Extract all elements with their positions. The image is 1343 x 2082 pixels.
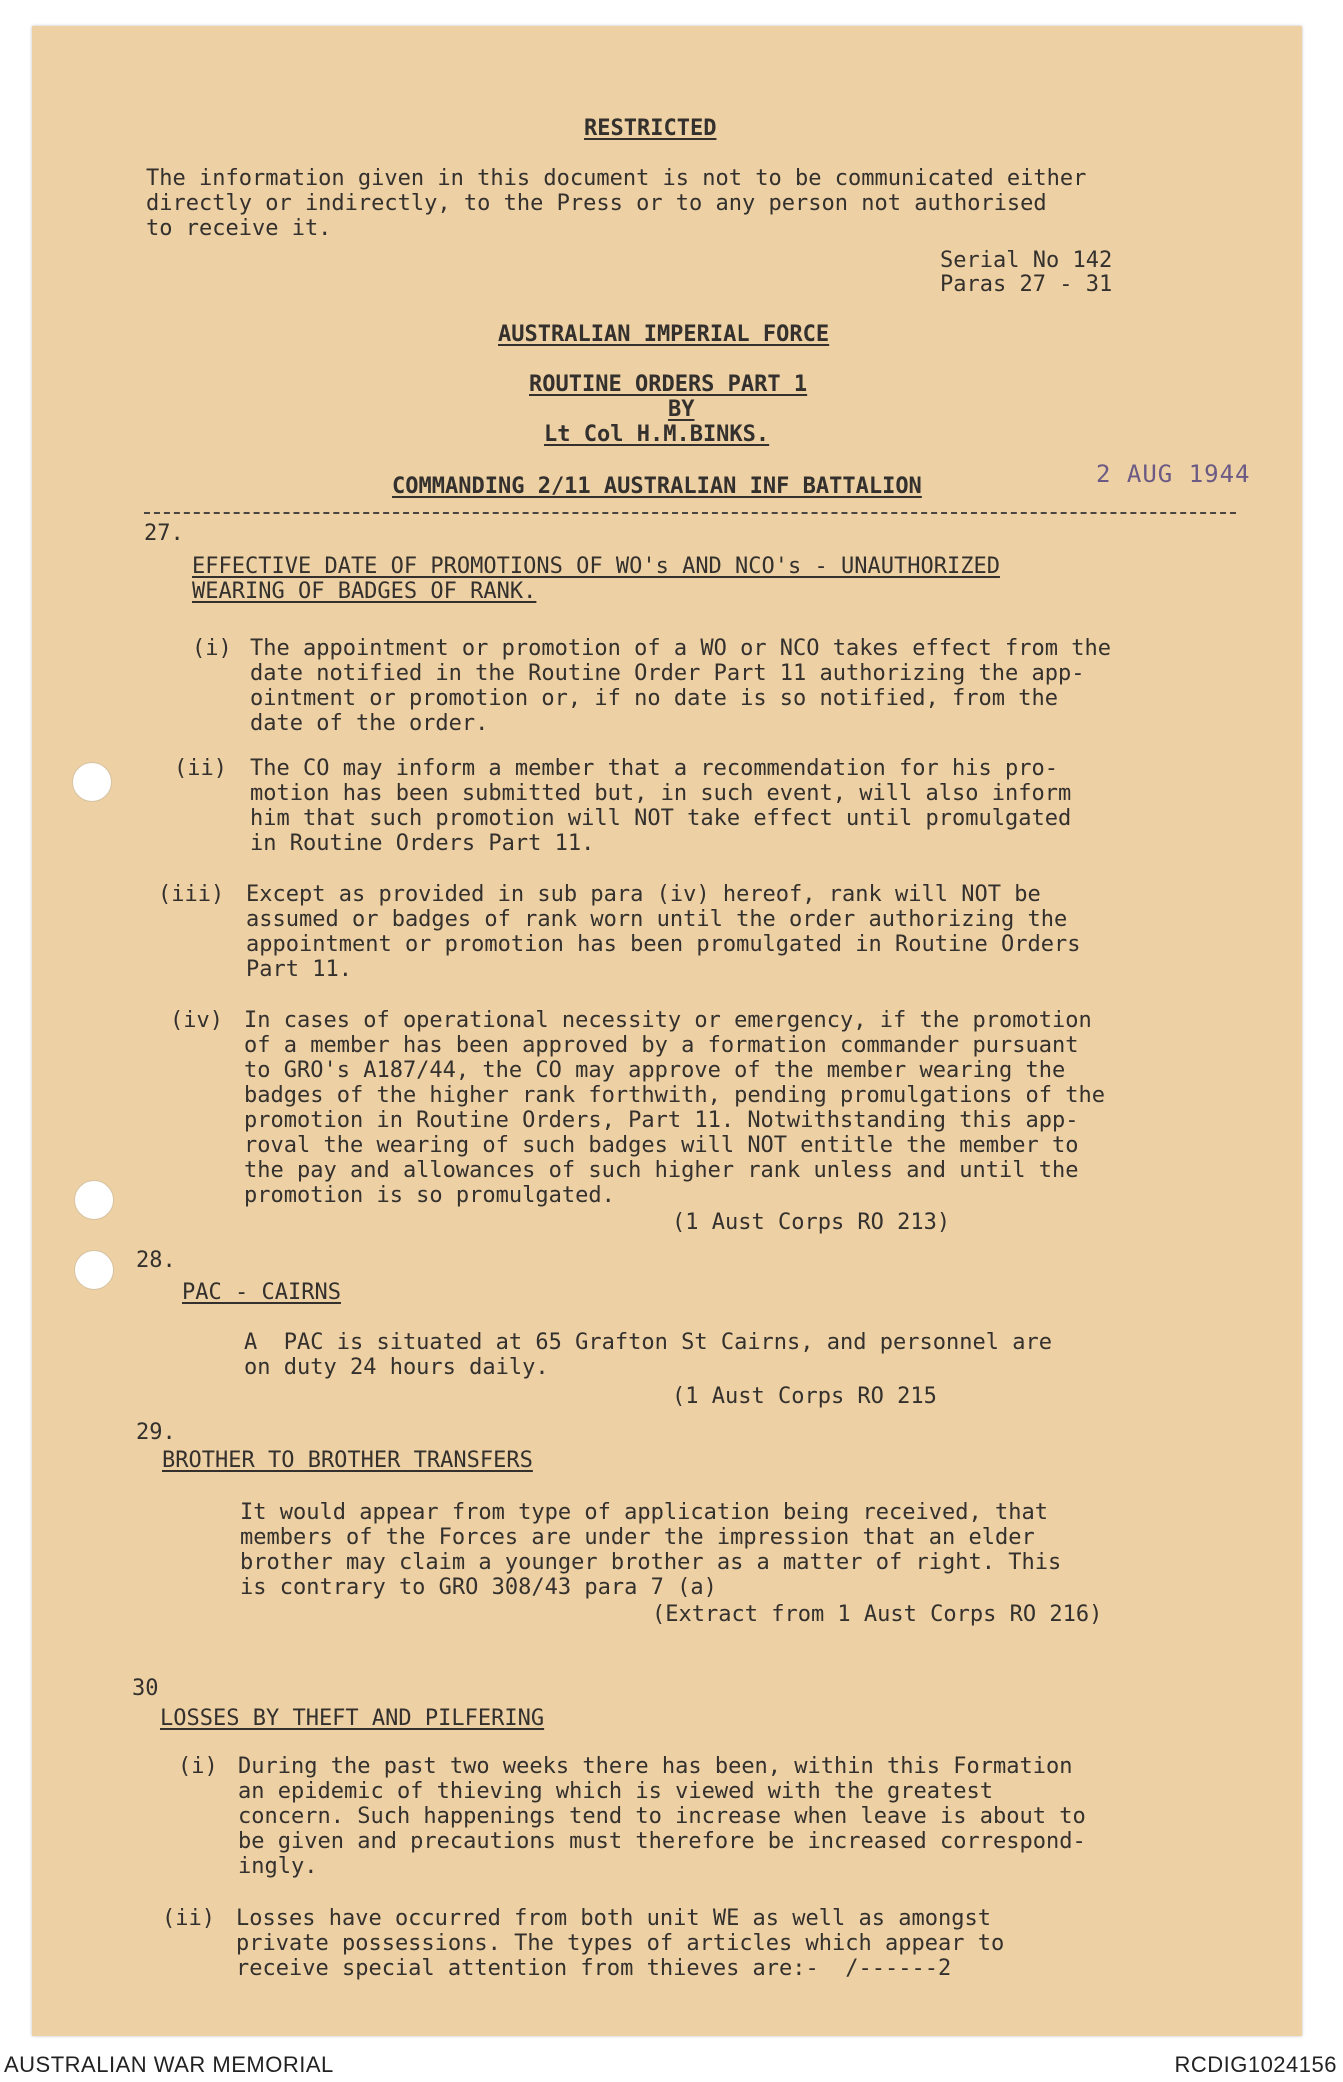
- body-line: A PAC is situated at 65 Grafton St Cairns, and personnel are: [244, 1330, 1052, 1355]
- orders-title: ROUTINE ORDERS PART 1: [529, 372, 808, 397]
- body-line: is contrary to GRO 308/43 para 7 (a): [240, 1575, 717, 1600]
- subpara-label: (iii): [158, 882, 225, 907]
- notice-line: directly or indirectly, to the Press or to any person not authorised: [146, 191, 1047, 216]
- paragraph-reference: (1 Aust Corps RO 215: [672, 1384, 937, 1409]
- subpara-label: (iv): [170, 1008, 223, 1033]
- paragraph-title: BROTHER TO BROTHER TRANSFERS: [162, 1448, 533, 1473]
- paragraph-title: EFFECTIVE DATE OF PROMOTIONS OF WO's AND NCO's - UNAUTHORIZED: [192, 554, 1000, 579]
- body-line: Part 11.: [246, 957, 352, 982]
- commanding-unit: COMMANDING 2/11 AUSTRALIAN INF BATTALION: [392, 474, 922, 499]
- serial-number: Serial No 142: [940, 248, 1113, 273]
- subpara-label: (i): [192, 636, 232, 661]
- subpara-label: (ii): [174, 756, 227, 781]
- body-line: be given and precautions must therefore be increased correspond-: [238, 1829, 1086, 1854]
- paragraph-number: 30: [132, 1676, 159, 1701]
- body-line: in Routine Orders Part 11.: [250, 831, 595, 856]
- body-line: date of the order.: [250, 711, 489, 736]
- body-line: of a member has been approved by a formation commander pursuant: [244, 1033, 1079, 1058]
- body-line: promotion is so promulgated.: [244, 1183, 615, 1208]
- body-line: appointment or promotion has been promulgated in Routine Orders: [246, 932, 1081, 957]
- body-line: on duty 24 hours daily.: [244, 1355, 549, 1380]
- paragraph-title: PAC - CAIRNS: [182, 1280, 341, 1305]
- body-line: private possessions. The types of articles which appear to: [236, 1931, 1005, 1956]
- body-line: to GRO's A187/44, the CO may approve of the member wearing the: [244, 1058, 1066, 1083]
- paragraph-number: 29.: [136, 1420, 176, 1445]
- body-line: motion has been submitted but, in such event, will also inform: [250, 781, 1072, 806]
- body-line: It would appear from type of application being received, that: [240, 1500, 1048, 1525]
- paragraph-reference: (Extract from 1 Aust Corps RO 216): [652, 1602, 1103, 1627]
- body-line: ingly.: [238, 1854, 318, 1879]
- body-line: Except as provided in sub para (iv) hereof, rank will NOT be: [246, 882, 1041, 907]
- body-line: The appointment or promotion of a WO or NCO takes effect from the: [250, 636, 1111, 661]
- body-line: promotion in Routine Orders, Part 11. Notwithstanding this app-: [244, 1108, 1079, 1133]
- paragraph-number: 27.: [144, 521, 184, 546]
- notice-line: to receive it.: [146, 216, 332, 241]
- body-line: him that such promotion will NOT take effect until promulgated: [250, 806, 1072, 831]
- body-line: receive special attention from thieves are:- /------2: [236, 1956, 952, 1981]
- paragraph-reference: (1 Aust Corps RO 213): [672, 1210, 951, 1235]
- body-line: brother may claim a younger brother as a matter of right. This: [240, 1550, 1062, 1575]
- body-line: concern. Such happenings tend to increase when leave is about to: [238, 1804, 1086, 1829]
- section-divider: [144, 512, 1236, 514]
- punch-hole: [72, 762, 112, 802]
- body-line: The CO may inform a member that a recommendation for his pro-: [250, 756, 1058, 781]
- paras-range: Paras 27 - 31: [940, 272, 1113, 297]
- body-line: badges of the higher rank forthwith, pending promulgations of the: [244, 1083, 1105, 1108]
- archive-credit: AUSTRALIAN WAR MEMORIAL: [4, 2052, 334, 2077]
- date-received-stamp: 2 AUG 1944: [1096, 460, 1251, 488]
- body-line: roval the wearing of such badges will NOT entitle the member to: [244, 1133, 1079, 1158]
- body-line: ointment or promotion or, if no date is so notified, from the: [250, 686, 1058, 711]
- body-line: date notified in the Routine Order Part 11 authorizing the app-: [250, 661, 1085, 686]
- orders-by: BY: [668, 397, 695, 422]
- body-line: members of the Forces are under the impression that an elder: [240, 1525, 1035, 1550]
- paragraph-title: WEARING OF BADGES OF RANK.: [192, 579, 537, 604]
- classification-heading: RESTRICTED: [584, 116, 717, 141]
- punch-hole: [74, 1180, 114, 1220]
- document-page: [32, 26, 1302, 2036]
- paragraph-number: 28.: [136, 1248, 176, 1273]
- archive-id: RCDIG1024156: [1174, 2052, 1337, 2077]
- force-title: AUSTRALIAN IMPERIAL FORCE: [498, 322, 830, 347]
- body-line: In cases of operational necessity or emergency, if the promotion: [244, 1008, 1092, 1033]
- paragraph-title: LOSSES BY THEFT AND PILFERING: [160, 1706, 545, 1731]
- notice-line: The information given in this document is not to be communicated either: [146, 166, 1087, 191]
- body-line: During the past two weeks there has been, within this Formation: [238, 1754, 1073, 1779]
- body-line: assumed or badges of rank worn until the order authorizing the: [246, 907, 1068, 932]
- subpara-label: (ii): [162, 1906, 215, 1931]
- body-line: Losses have occurred from both unit WE as well as amongst: [236, 1906, 991, 1931]
- body-line: an epidemic of thieving which is viewed with the greatest: [238, 1779, 993, 1804]
- subpara-label: (i): [178, 1754, 218, 1779]
- punch-hole: [74, 1250, 114, 1290]
- body-line: the pay and allowances of such higher rank unless and until the: [244, 1158, 1079, 1183]
- officer-name: Lt Col H.M.BINKS.: [544, 422, 770, 447]
